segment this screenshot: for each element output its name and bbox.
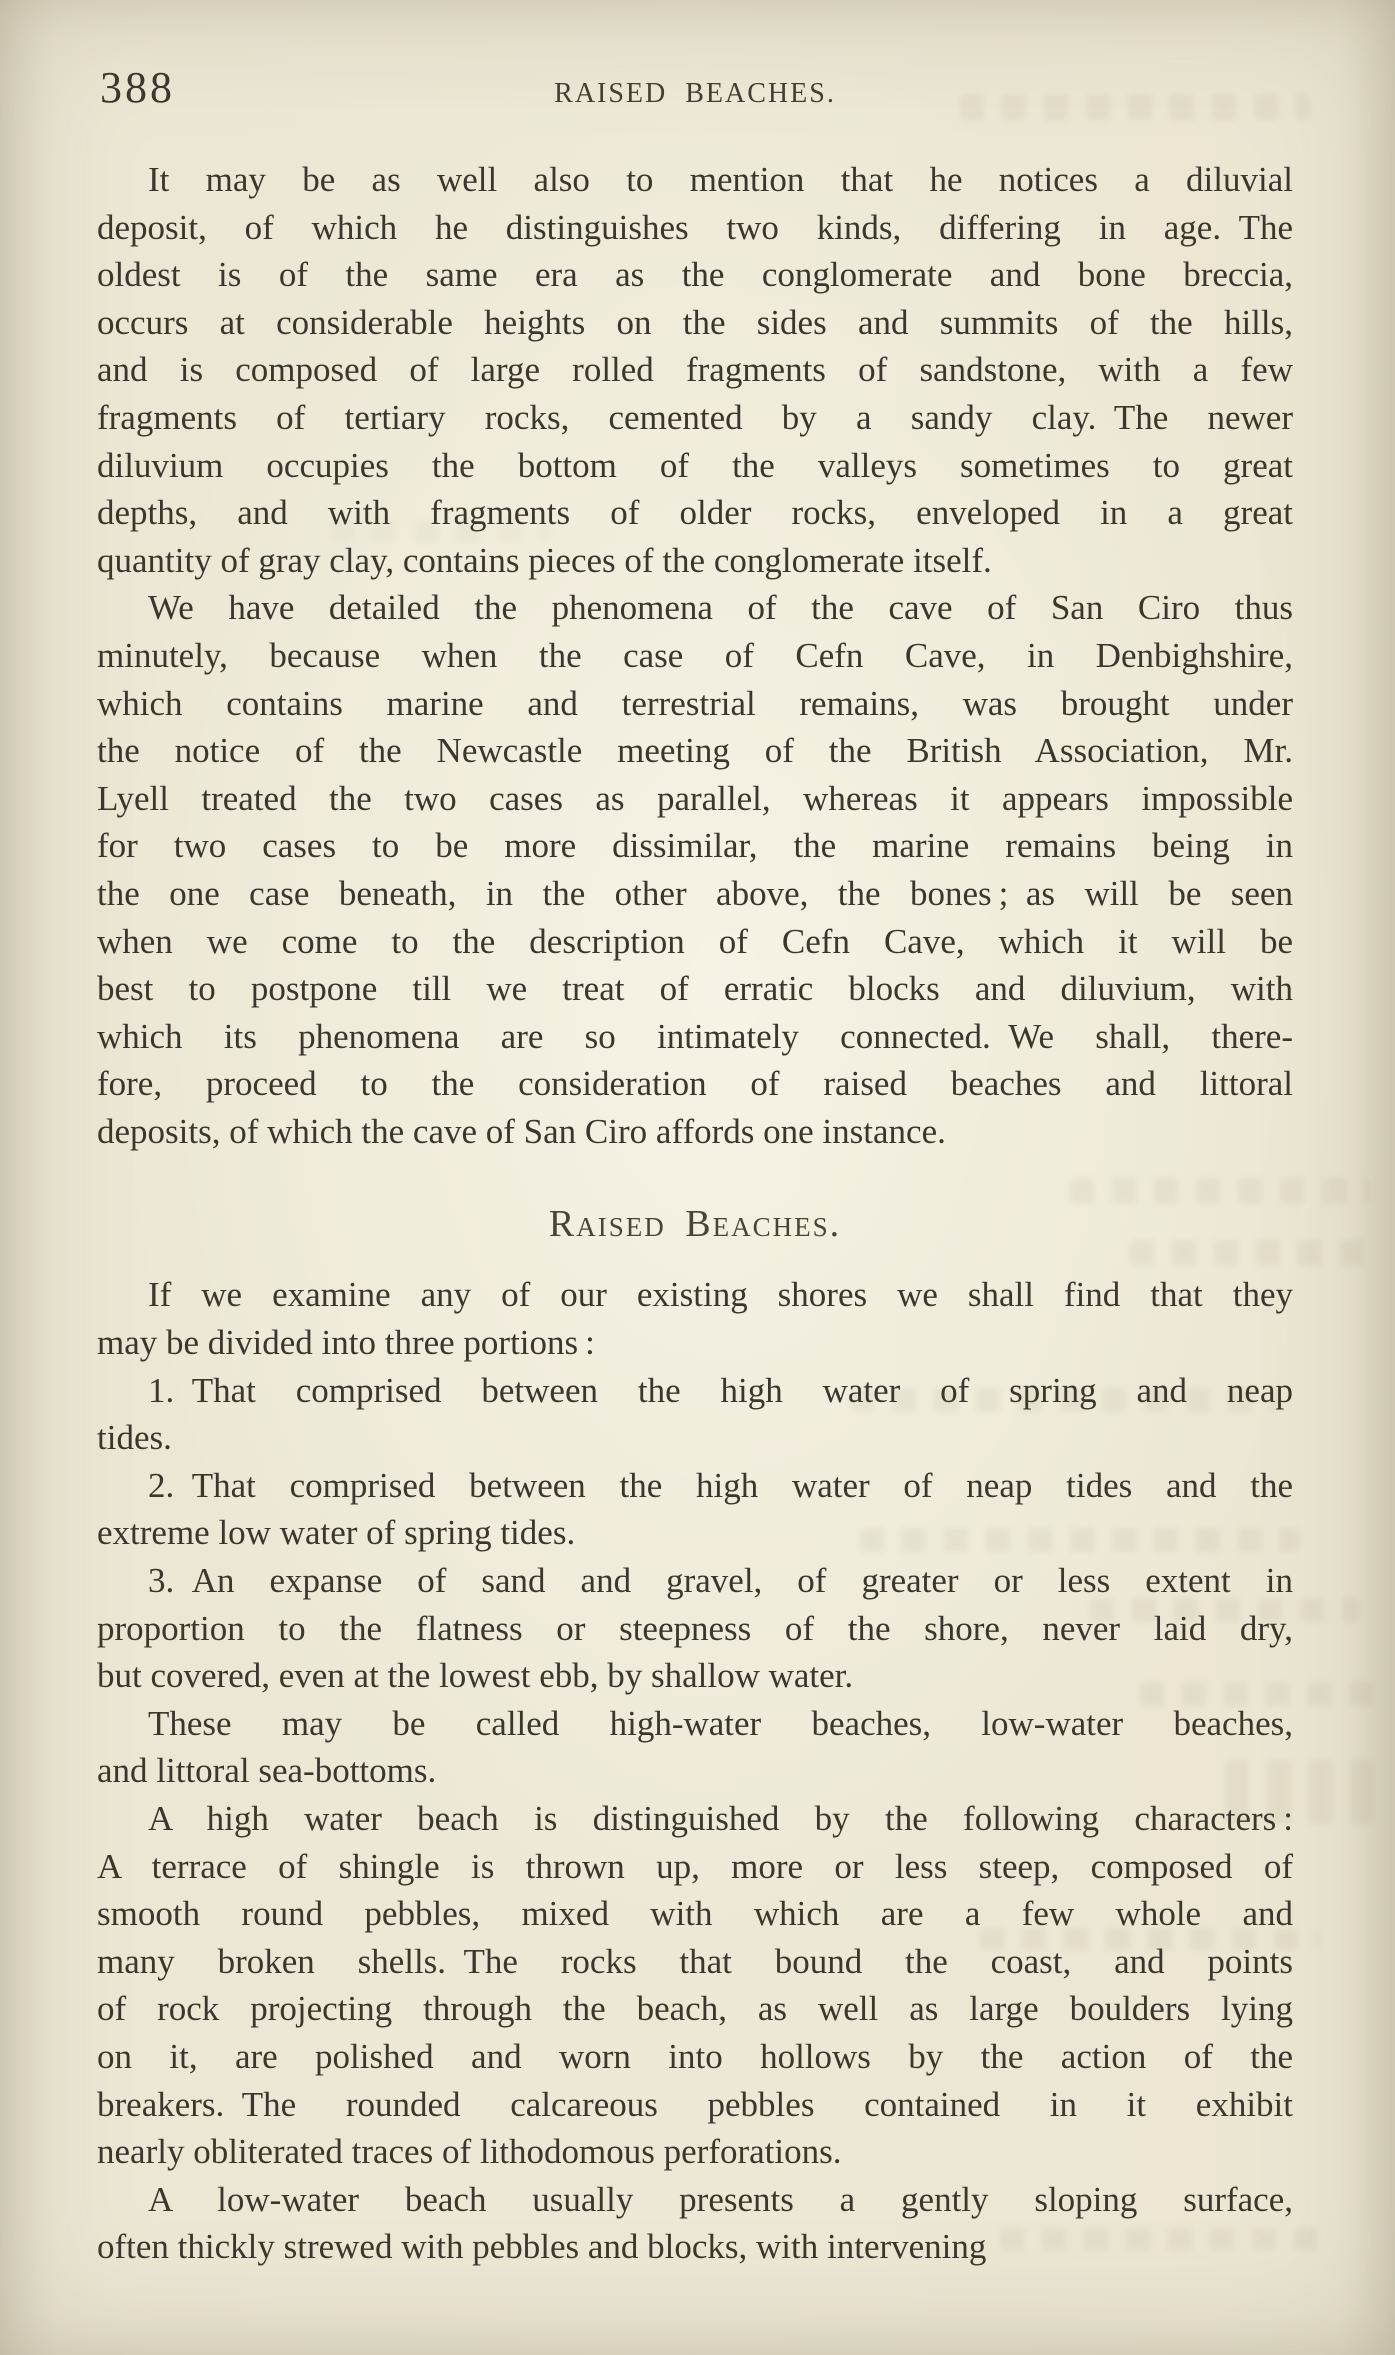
text-line: of rock projecting through the beach, as well as large boulders lying xyxy=(97,1989,1293,2029)
page-number: 388 xyxy=(100,63,175,112)
text-line: smooth round pebbles, mixed with which are a few whole and xyxy=(97,1894,1293,1934)
text-line: A high water beach is distinguished by the following characters : xyxy=(148,1799,1293,1838)
text-line: the one case beneath, in the other above, the bones ; as will be seen xyxy=(97,873,1293,913)
text-line: quantity of gray clay, contains pieces of the conglomerate itself. xyxy=(97,540,992,580)
text-line: 3. An expanse of sand and gravel, of greater or less extent in xyxy=(148,1561,1293,1601)
text-line: deposit, of which he distinguishes two kinds, differing in age. The xyxy=(97,207,1293,247)
text-line: We have detailed the phenomena of the cave of San Ciro thus xyxy=(148,588,1293,628)
text-line: A low-water beach usually presents a gently sloping surface, xyxy=(148,2179,1293,2219)
text-line: depths, and with fragments of older rocks, enveloped in a great xyxy=(97,493,1293,533)
paragraphs-after-heading xyxy=(97,1271,1293,2270)
text-line: oldest is of the same era as the conglomerate and bone breccia, xyxy=(97,255,1293,295)
text-line: may be divided into three portions : xyxy=(97,1323,595,1363)
text-line: nearly obliterated traces of lithodomous perforations. xyxy=(97,2132,842,2172)
text-line: 1. That comprised between the high water of spring and neap xyxy=(148,1370,1293,1410)
text-line: minutely, because when the case of Cefn Cave, in Denbighshire, xyxy=(97,635,1293,675)
running-header: RAISED BEACHES. xyxy=(554,78,836,109)
text-line: tides. xyxy=(97,1418,172,1458)
text-line: which its phenomena are so intimately connected. We shall, there- xyxy=(97,1016,1293,1056)
text-line: diluvium occupies the bottom of the valleys sometimes to great xyxy=(97,445,1293,485)
text-line: the notice of the Newcastle meeting of the British Association, Mr. xyxy=(97,731,1293,771)
text-line: occurs at considerable heights on the sides and summits of the hills, xyxy=(97,302,1293,342)
text-line: deposits, of which the cave of San Ciro affords one instance. xyxy=(97,1111,946,1151)
text-line: often thickly strewed with pebbles and blocks, with intervening xyxy=(97,2227,987,2267)
text-line: A terrace of shingle is thrown up, more or less steep, composed of xyxy=(97,1846,1293,1886)
text-line: best to postpone till we treat of erratic blocks and diluvium, with xyxy=(97,969,1293,1009)
text-line: Lyell treated the two cases as parallel, whereas it appears impossible xyxy=(97,778,1293,818)
text-line: and littoral sea-bottoms. xyxy=(97,1751,437,1791)
text-line: which contains marine and terrestrial remains, was brought under xyxy=(97,683,1293,723)
text-line: 2. That comprised between the high water of neap tides and the xyxy=(148,1465,1293,1505)
text-block xyxy=(97,156,1293,2271)
text-line: for two cases to be more dissimilar, the marine remains being in xyxy=(97,826,1293,866)
section-heading: Raised Beaches. xyxy=(548,1203,842,1246)
text-line: These may be called high-water beaches, low-water beaches, xyxy=(148,1703,1293,1743)
text-line: and is composed of large rolled fragments of sandstone, with a few xyxy=(97,350,1293,390)
text-line: It may be as well also to mention that he notices a diluvial xyxy=(148,160,1293,199)
text-line: but covered, even at the lowest ebb, by shallow water. xyxy=(97,1656,854,1696)
text-line: If we examine any of our existing shores we shall find that they xyxy=(148,1275,1293,1315)
text-line: many broken shells. The rocks that bound the coast, and points xyxy=(97,1941,1293,1981)
text-line: breakers. The rounded calcareous pebbles contained in it exhibit xyxy=(97,2084,1293,2124)
text-line: fragments of tertiary rocks, cemented by a sandy clay. The newer xyxy=(97,397,1293,437)
text-line: when we come to the description of Cefn Cave, which it will be xyxy=(97,921,1293,961)
text-line: extreme low water of spring tides. xyxy=(97,1513,576,1553)
paragraphs-before-heading xyxy=(97,156,1293,1155)
text-line: fore, proceed to the consideration of raised beaches and littoral xyxy=(97,1064,1293,1104)
text-line: on it, are polished and worn into hollows by the action of the xyxy=(97,2036,1293,2076)
text-line: proportion to the flatness or steepness of the shore, never laid dry, xyxy=(97,1608,1293,1648)
